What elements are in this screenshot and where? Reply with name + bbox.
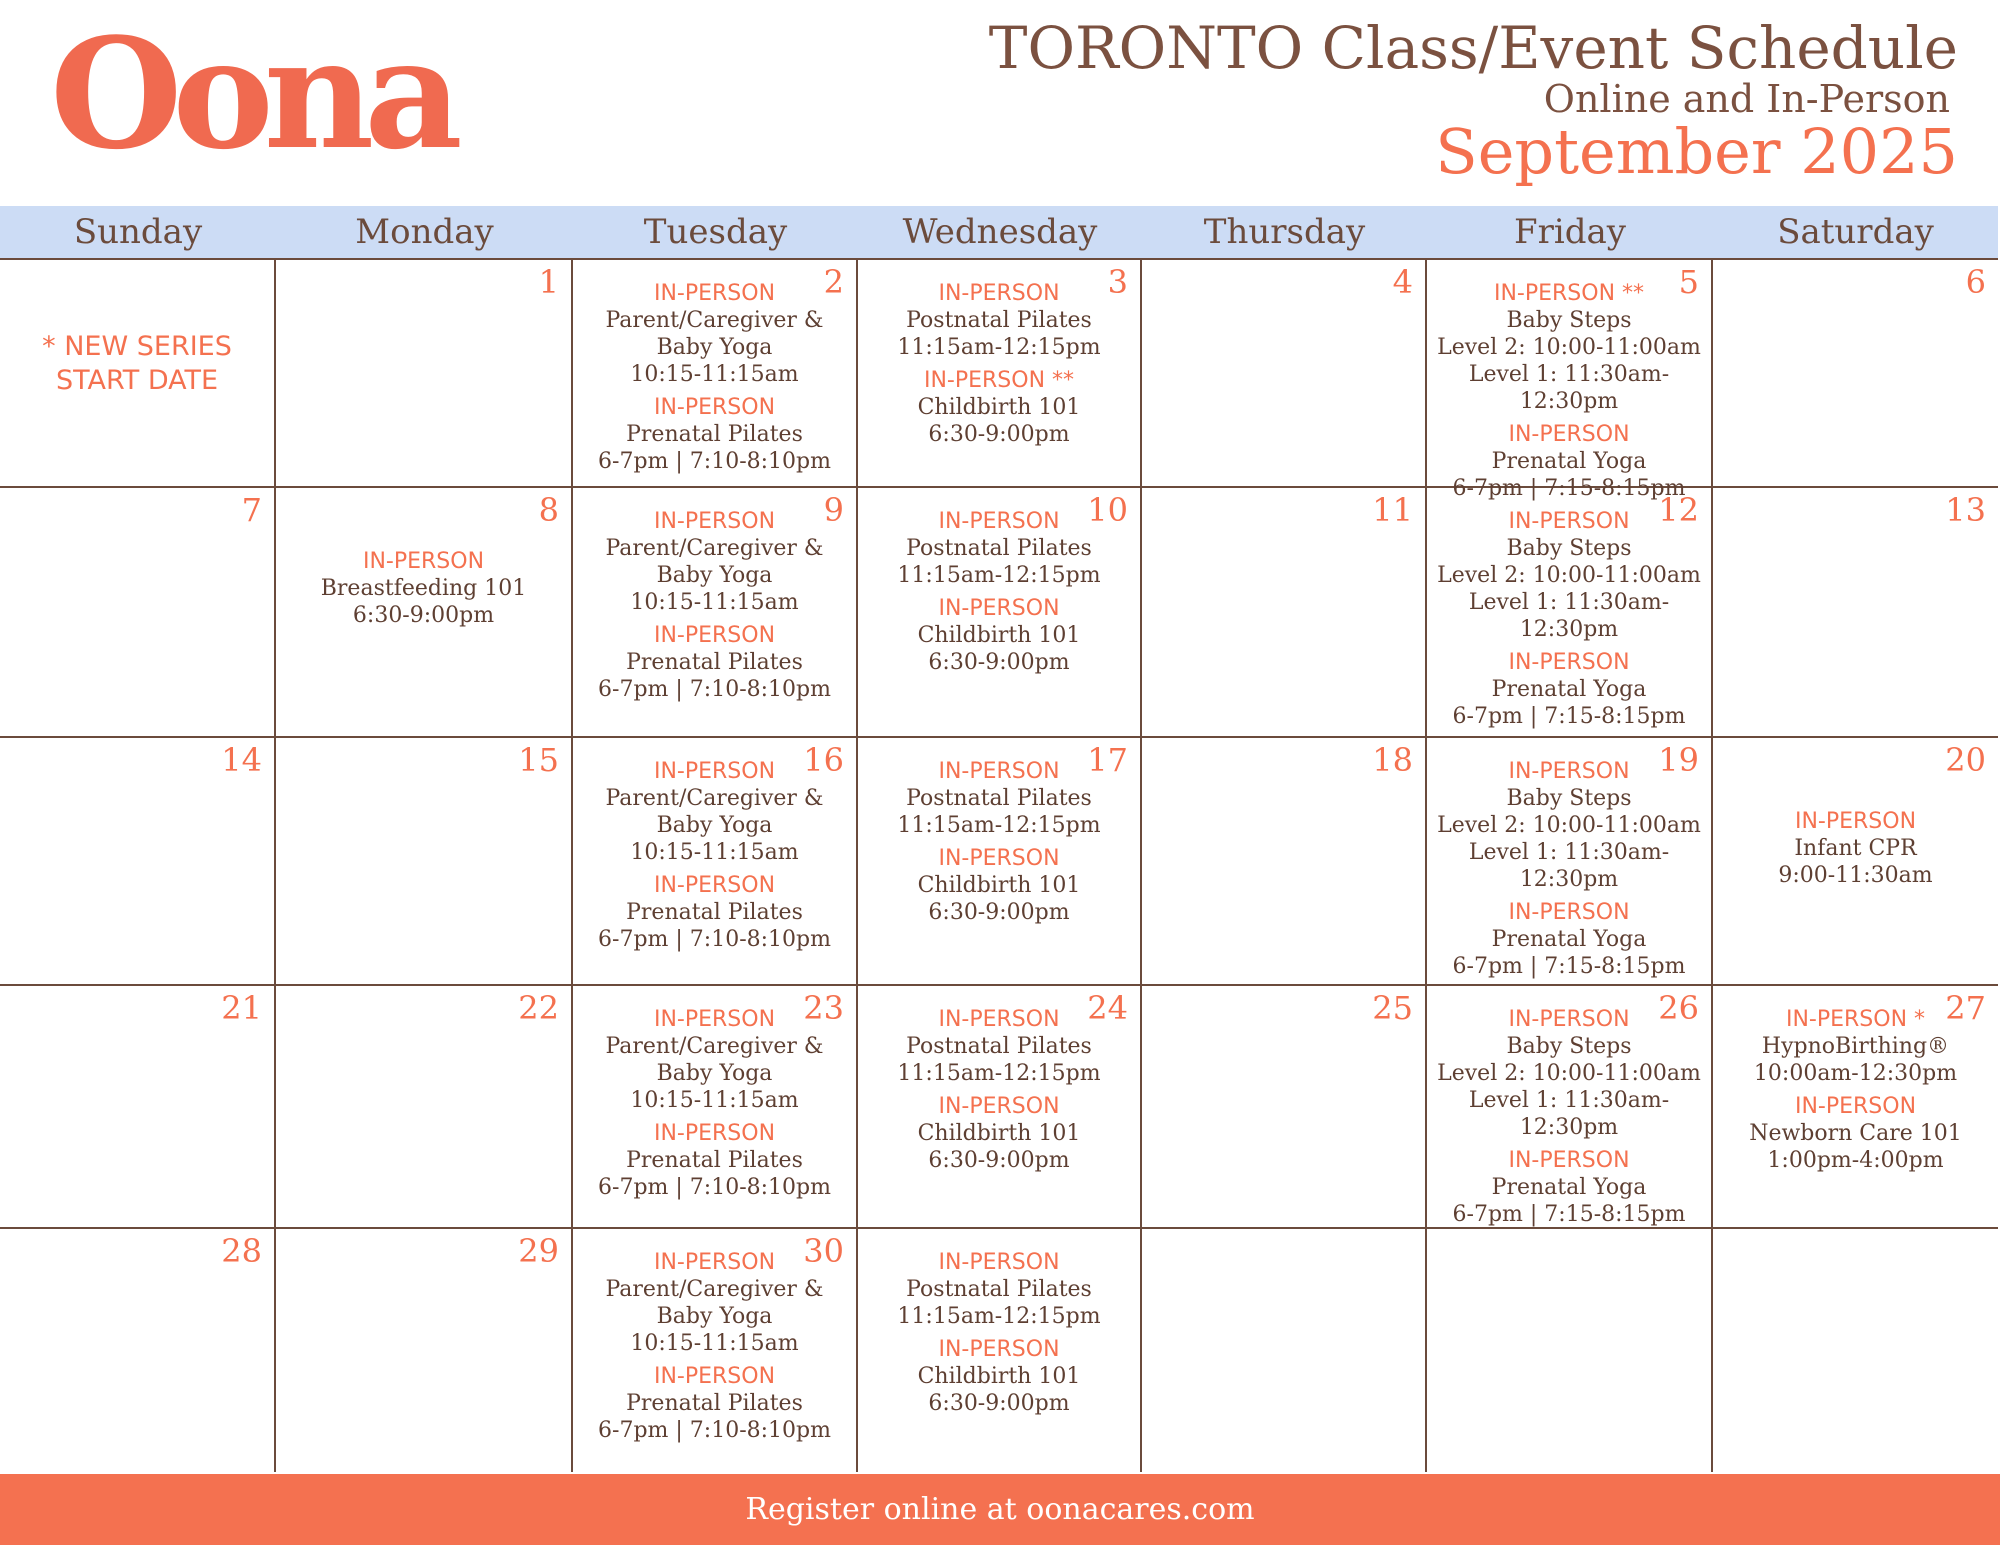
- event-details: Postnatal Pilates 11:15am-12:15pm: [897, 308, 1101, 360]
- day-number: 6: [1965, 263, 1986, 301]
- day-number: 16: [803, 741, 844, 779]
- event-list: [276, 548, 571, 635]
- event-list: [858, 1006, 1140, 1180]
- event-details: Parent/Caregiver & Baby Yoga 10:15-11:15am: [605, 308, 824, 387]
- event-format-tag: IN-PERSON: [938, 1250, 1060, 1275]
- event-item[interactable]: [1713, 808, 1998, 889]
- event-details: Prenatal Yoga 6-7pm | 7:15-8:15pm: [1452, 927, 1686, 979]
- day-cell: [858, 1229, 1142, 1472]
- day-number: 25: [1372, 989, 1413, 1027]
- event-item[interactable]: [1427, 649, 1711, 730]
- event-list: [858, 758, 1140, 932]
- day-number: 17: [1087, 741, 1128, 779]
- day-number: 13: [1945, 491, 1986, 529]
- event-details: Baby Steps Level 2: 10:00-11:00am Level 1: 11:30am-12:30pm: [1437, 786, 1701, 892]
- day-number: 3: [1107, 263, 1128, 301]
- day-cell: [1427, 258, 1713, 501]
- day-number: 26: [1658, 989, 1699, 1027]
- day-number: 18: [1372, 741, 1413, 779]
- day-cell: [1142, 986, 1427, 1229]
- event-details: Childbirth 101 6:30-9:00pm: [917, 1364, 1081, 1416]
- event-format-tag: IN-PERSON *: [1785, 1007, 1926, 1032]
- day-number: 14: [221, 741, 262, 779]
- event-item[interactable]: [573, 872, 856, 953]
- event-item[interactable]: [573, 1249, 856, 1357]
- day-cell: [573, 258, 858, 488]
- event-item[interactable]: [858, 595, 1140, 676]
- event-details: Baby Steps Level 2: 10:00-11:00am Level 1: 11:30am-12:30pm: [1437, 308, 1701, 414]
- event-item[interactable]: [858, 845, 1140, 926]
- event-details: Baby Steps Level 2: 10:00-11:00am Level 1: 11:30am-12:30pm: [1437, 536, 1701, 642]
- event-format-tag: IN-PERSON: [362, 549, 485, 574]
- day-cell: [276, 258, 573, 488]
- day-number: 21: [221, 989, 262, 1027]
- event-format-tag: IN-PERSON: [653, 623, 776, 648]
- event-list: [858, 1249, 1140, 1423]
- event-item[interactable]: [1427, 899, 1711, 980]
- event-format-tag: IN-PERSON: [653, 395, 776, 420]
- event-list: [573, 1249, 856, 1450]
- event-item[interactable]: [858, 1006, 1140, 1087]
- event-format-tag: IN-PERSON: [938, 1094, 1060, 1119]
- event-format-tag: IN-PERSON: [938, 596, 1060, 621]
- event-item[interactable]: [276, 548, 571, 629]
- day-number: 20: [1945, 741, 1986, 779]
- event-details: Prenatal Pilates 6-7pm | 7:10-8:10pm: [598, 900, 831, 952]
- day-number: 30: [803, 1232, 844, 1270]
- day-cell: [573, 986, 858, 1229]
- event-format-tag: IN-PERSON: [1508, 509, 1630, 534]
- day-cell: [1713, 258, 1998, 488]
- event-details: Prenatal Yoga 6-7pm | 7:15-8:15pm: [1452, 1175, 1686, 1227]
- event-format-tag: IN-PERSON: [938, 281, 1060, 306]
- day-number: 10: [1087, 491, 1128, 529]
- event-list: [1427, 758, 1711, 986]
- day-number: 8: [538, 491, 559, 529]
- event-item[interactable]: [1713, 1006, 1998, 1087]
- day-cell: [1713, 738, 1998, 986]
- brand-logo: Oona: [50, 4, 453, 183]
- event-details: Parent/Caregiver & Baby Yoga 10:15-11:15am: [605, 786, 824, 865]
- event-list: [858, 280, 1140, 454]
- event-format-tag: IN-PERSON: [1508, 900, 1630, 925]
- event-details: Parent/Caregiver & Baby Yoga 10:15-11:15am: [605, 536, 824, 615]
- event-format-tag: IN-PERSON: [653, 1250, 776, 1275]
- day-cell: [1142, 1229, 1427, 1472]
- event-format-tag: IN-PERSON: [938, 509, 1060, 534]
- event-format-tag: IN-PERSON: [1508, 1148, 1630, 1173]
- day-number: 7: [241, 491, 262, 529]
- event-format-tag: IN-PERSON: [653, 281, 776, 306]
- day-cell: [573, 1229, 858, 1472]
- day-cell: [0, 258, 276, 488]
- event-item[interactable]: [573, 508, 856, 616]
- event-item[interactable]: [573, 1006, 856, 1114]
- day-cell: [276, 1229, 573, 1472]
- event-details: Newborn Care 101 1:00pm-4:00pm: [1749, 1121, 1962, 1173]
- day-cell: [858, 986, 1142, 1229]
- event-list: [1427, 280, 1711, 508]
- event-item[interactable]: [858, 1093, 1140, 1174]
- event-details: Childbirth 101 6:30-9:00pm: [917, 395, 1081, 447]
- register-footer[interactable]: Register online at oonacares.com: [0, 1474, 2000, 1545]
- event-item[interactable]: [1427, 1147, 1711, 1228]
- event-format-tag: IN-PERSON: [653, 1007, 776, 1032]
- event-item[interactable]: [1427, 1006, 1711, 1141]
- event-format-tag: IN-PERSON: [938, 759, 1060, 784]
- day-number: 19: [1658, 741, 1699, 779]
- day-cell: [1713, 986, 1998, 1229]
- day-number: 15: [518, 741, 559, 779]
- event-details: Postnatal Pilates 11:15am-12:15pm: [897, 1034, 1101, 1086]
- event-list: [1427, 508, 1711, 736]
- day-cell: [1427, 986, 1713, 1229]
- event-details: Postnatal Pilates 11:15am-12:15pm: [897, 786, 1101, 838]
- weekday-friday: Friday: [1514, 212, 1626, 252]
- event-item[interactable]: [573, 1120, 856, 1201]
- event-list: [1427, 1006, 1711, 1234]
- event-details: Childbirth 101 6:30-9:00pm: [917, 873, 1081, 925]
- event-format-tag: IN-PERSON: [653, 509, 776, 534]
- day-number: 5: [1678, 263, 1699, 301]
- day-cell: [858, 488, 1142, 738]
- day-number: 2: [823, 263, 844, 301]
- day-cell: [276, 488, 573, 738]
- event-format-tag: IN-PERSON: [938, 1007, 1060, 1032]
- day-cell: [1142, 738, 1427, 986]
- day-cell: [1427, 488, 1713, 738]
- event-list: [573, 758, 856, 959]
- day-cell: [0, 1229, 276, 1472]
- event-details: Infant CPR 9:00-11:30am: [1778, 836, 1933, 888]
- event-details: Postnatal Pilates 11:15am-12:15pm: [897, 1277, 1101, 1329]
- weekday-monday: Monday: [355, 212, 494, 252]
- event-details: Prenatal Pilates 6-7pm | 7:10-8:10pm: [598, 650, 831, 702]
- day-cell: [276, 986, 573, 1229]
- day-cell: [0, 488, 276, 738]
- weekday-saturday: Saturday: [1777, 212, 1934, 252]
- event-format-tag: IN-PERSON: [938, 1337, 1060, 1362]
- calendar-grid: [0, 258, 1998, 1472]
- event-format-tag: IN-PERSON: [653, 759, 776, 784]
- event-details: Postnatal Pilates 11:15am-12:15pm: [897, 536, 1101, 588]
- day-number: 1: [538, 263, 559, 301]
- event-item[interactable]: [573, 280, 856, 388]
- event-format-tag: IN-PERSON: [1794, 1094, 1917, 1119]
- event-format-tag: IN-PERSON: [653, 1121, 776, 1146]
- event-item[interactable]: [858, 1336, 1140, 1417]
- day-cell: [1427, 1229, 1713, 1472]
- event-details: Prenatal Pilates 6-7pm | 7:10-8:10pm: [598, 1148, 831, 1200]
- day-number: 24: [1087, 989, 1128, 1027]
- day-cell: [276, 738, 573, 986]
- event-list: [1713, 808, 1998, 895]
- event-item[interactable]: [1427, 758, 1711, 893]
- day-number: 11: [1372, 491, 1413, 529]
- event-details: Childbirth 101 6:30-9:00pm: [917, 1121, 1081, 1173]
- weekday-thursday: Thursday: [1203, 212, 1366, 252]
- day-number: 27: [1945, 989, 1986, 1027]
- weekday-wednesday: Wednesday: [902, 212, 1098, 252]
- event-item[interactable]: [858, 367, 1140, 448]
- event-list: [858, 508, 1140, 682]
- event-format-tag: IN-PERSON: [1508, 759, 1630, 784]
- day-number: 9: [823, 491, 844, 529]
- day-cell: [573, 488, 858, 738]
- day-cell: [1713, 488, 1998, 738]
- event-item[interactable]: [573, 1363, 856, 1444]
- event-format-tag: IN-PERSON: [653, 873, 776, 898]
- event-item[interactable]: [858, 758, 1140, 839]
- day-cell: [0, 986, 276, 1229]
- day-number: 28: [221, 1232, 262, 1270]
- event-list: [573, 508, 856, 709]
- event-details: Parent/Caregiver & Baby Yoga 10:15-11:15am: [605, 1277, 824, 1356]
- day-cell: [1427, 738, 1713, 986]
- weekday-tuesday: Tuesday: [643, 212, 788, 252]
- page-subtitle: Online and In-Person: [1543, 77, 1950, 121]
- event-item[interactable]: [1427, 508, 1711, 643]
- day-cell: [858, 738, 1142, 986]
- day-number: 4: [1392, 263, 1413, 301]
- event-details: Prenatal Pilates 6-7pm | 7:10-8:10pm: [598, 1391, 831, 1443]
- event-item[interactable]: [573, 394, 856, 475]
- day-cell: [1142, 258, 1427, 488]
- event-item[interactable]: [858, 280, 1140, 361]
- day-cell: [0, 738, 276, 986]
- event-item[interactable]: [1427, 280, 1711, 415]
- event-details: Breastfeeding 101 6:30-9:00pm: [320, 576, 527, 628]
- event-format-tag: IN-PERSON: [1508, 1007, 1630, 1032]
- event-details: Prenatal Pilates 6-7pm | 7:10-8:10pm: [598, 422, 831, 474]
- weekday-header: [0, 206, 1998, 258]
- day-number: 23: [803, 989, 844, 1027]
- day-cell: [858, 258, 1142, 488]
- event-item[interactable]: [1713, 1093, 1998, 1174]
- event-list: [573, 280, 856, 481]
- event-details: HypnoBirthing® 10:00am-12:30pm: [1753, 1034, 1958, 1086]
- event-format-tag: IN-PERSON **: [1493, 281, 1645, 306]
- event-details: Prenatal Yoga 6-7pm | 7:15-8:15pm: [1452, 449, 1686, 501]
- day-number: 22: [518, 989, 559, 1027]
- month-label: September 2025: [1435, 115, 1958, 188]
- event-details: Prenatal Yoga 6-7pm | 7:15-8:15pm: [1452, 677, 1686, 729]
- event-details: Parent/Caregiver & Baby Yoga 10:15-11:15am: [605, 1034, 824, 1113]
- day-number: 29: [518, 1232, 559, 1270]
- event-item[interactable]: [858, 508, 1140, 589]
- event-item[interactable]: [573, 622, 856, 703]
- event-format-tag: IN-PERSON: [938, 846, 1060, 871]
- event-item[interactable]: [573, 758, 856, 866]
- event-list: [1713, 1006, 1998, 1180]
- event-details: Baby Steps Level 2: 10:00-11:00am Level 1: 11:30am-12:30pm: [1437, 1034, 1701, 1140]
- event-format-tag: IN-PERSON: [1508, 422, 1630, 447]
- day-cell: [1713, 1229, 1998, 1472]
- page-title: TORONTO Class/Event Schedule: [988, 14, 1958, 82]
- event-item[interactable]: [858, 1249, 1140, 1330]
- new-series-note: * NEW SERIES START DATE: [42, 331, 232, 396]
- event-details: Childbirth 101 6:30-9:00pm: [917, 623, 1081, 675]
- weekday-sunday: Sunday: [73, 212, 203, 252]
- event-format-tag: IN-PERSON **: [923, 368, 1075, 393]
- event-format-tag: IN-PERSON: [1794, 809, 1917, 834]
- day-cell: [573, 738, 858, 986]
- event-list: [573, 1006, 856, 1207]
- event-format-tag: IN-PERSON: [1508, 650, 1630, 675]
- day-cell: [1142, 488, 1427, 738]
- event-format-tag: IN-PERSON: [653, 1364, 776, 1389]
- day-number: 12: [1658, 491, 1699, 529]
